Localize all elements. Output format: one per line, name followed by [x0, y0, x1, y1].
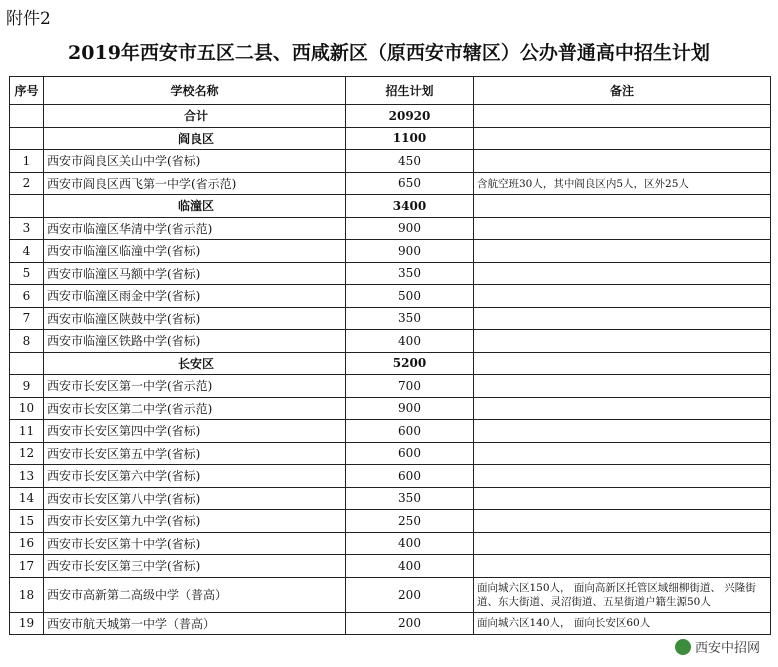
- school-name: 西安市阎良区关山中学(省标): [44, 150, 346, 173]
- school-note: [474, 330, 771, 353]
- school-row: [10, 172, 771, 195]
- school-plan: 500: [346, 285, 474, 308]
- school-note: [474, 555, 771, 578]
- school-no: 5: [10, 262, 44, 285]
- school-no: 15: [10, 510, 44, 533]
- wechat-icon: [675, 639, 691, 655]
- school-plan: 350: [346, 487, 474, 510]
- school-name: 西安市长安区第六中学(省标): [44, 465, 346, 488]
- school-note: [474, 217, 771, 240]
- school-no: 12: [10, 442, 44, 465]
- school-no: 4: [10, 240, 44, 263]
- school-plan: 350: [346, 262, 474, 285]
- total-plan: 20920: [346, 105, 474, 128]
- school-no: 3: [10, 217, 44, 240]
- school-note: [474, 532, 771, 555]
- district-plan: 3400: [346, 195, 474, 218]
- school-row: [10, 612, 771, 635]
- school-plan: 700: [346, 375, 474, 398]
- watermark: [671, 636, 764, 657]
- school-no: 6: [10, 285, 44, 308]
- school-row: [10, 330, 771, 353]
- school-plan: 200: [346, 577, 474, 612]
- school-row: [10, 420, 771, 443]
- district-row: [10, 195, 771, 218]
- district-name: 长安区: [44, 352, 346, 375]
- header-school: 学校名称: [44, 77, 346, 105]
- school-no: 9: [10, 375, 44, 398]
- school-no: 8: [10, 330, 44, 353]
- school-name: 西安市高新第二高级中学（普高）: [44, 577, 346, 612]
- school-name: 西安市长安区第十中学(省标): [44, 532, 346, 555]
- school-row: [10, 397, 771, 420]
- school-note: [474, 240, 771, 263]
- school-no: 14: [10, 487, 44, 510]
- header-no: 序号: [10, 77, 44, 105]
- school-note: [474, 442, 771, 465]
- school-name: 西安市临潼区雨金中学(省标): [44, 285, 346, 308]
- school-plan: 350: [346, 307, 474, 330]
- school-name: 西安市临潼区陕鼓中学(省标): [44, 307, 346, 330]
- school-plan: 400: [346, 330, 474, 353]
- district-plan: 5200: [346, 352, 474, 375]
- district-name: 临潼区: [44, 195, 346, 218]
- school-row: [10, 217, 771, 240]
- school-name: 西安市临潼区马额中学(省标): [44, 262, 346, 285]
- school-name: 西安市长安区第五中学(省标): [44, 442, 346, 465]
- school-plan: 250: [346, 510, 474, 533]
- school-note: [474, 487, 771, 510]
- school-name: 西安市长安区第九中学(省标): [44, 510, 346, 533]
- school-note: [474, 285, 771, 308]
- school-row: [10, 510, 771, 533]
- school-row: [10, 577, 771, 612]
- total-note: [474, 105, 771, 128]
- school-plan: 900: [346, 217, 474, 240]
- school-row: [10, 555, 771, 578]
- school-note: [474, 262, 771, 285]
- school-no: 2: [10, 172, 44, 195]
- school-row: [10, 307, 771, 330]
- school-plan: 600: [346, 465, 474, 488]
- school-row: [10, 262, 771, 285]
- school-no: 11: [10, 420, 44, 443]
- school-no: 10: [10, 397, 44, 420]
- district-no: [10, 195, 44, 218]
- school-note: 面向城六区140人， 面向长安区60人: [474, 612, 771, 635]
- district-plan: 1100: [346, 127, 474, 150]
- school-note: [474, 465, 771, 488]
- school-note: [474, 510, 771, 533]
- school-plan: 200: [346, 612, 474, 635]
- district-note: [474, 127, 771, 150]
- school-plan: 400: [346, 555, 474, 578]
- school-no: 7: [10, 307, 44, 330]
- header-plan: 招生计划: [346, 77, 474, 105]
- school-plan: 650: [346, 172, 474, 195]
- school-name: 西安市长安区第八中学(省标): [44, 487, 346, 510]
- school-name: 西安市长安区第二中学(省示范): [44, 397, 346, 420]
- total-label: 合计: [44, 105, 346, 128]
- school-no: 18: [10, 577, 44, 612]
- school-row: [10, 487, 771, 510]
- total-no: [10, 105, 44, 128]
- school-name: 西安市临潼区临潼中学(省标): [44, 240, 346, 263]
- table-body: [10, 105, 771, 635]
- school-name: 西安市航天城第一中学（普高）: [44, 612, 346, 635]
- school-plan: 600: [346, 420, 474, 443]
- school-no: 17: [10, 555, 44, 578]
- school-note: [474, 375, 771, 398]
- school-plan: 400: [346, 532, 474, 555]
- school-note: 含航空班30人，其中阎良区内5人，区外25人: [474, 172, 771, 195]
- school-note: [474, 150, 771, 173]
- school-note: [474, 307, 771, 330]
- school-name: 西安市临潼区华清中学(省示范): [44, 217, 346, 240]
- district-name: 阎良区: [44, 127, 346, 150]
- school-plan: 900: [346, 240, 474, 263]
- school-row: [10, 442, 771, 465]
- school-note: 面向城六区150人， 面向高新区托管区域细柳街道、 兴隆街道、东大街道、灵沼街道、五星街道户籍生源50人: [474, 577, 771, 612]
- attachment-label: 附件2: [6, 9, 51, 29]
- school-no: 13: [10, 465, 44, 488]
- school-row: [10, 285, 771, 308]
- district-no: [10, 352, 44, 375]
- district-note: [474, 195, 771, 218]
- school-row: [10, 465, 771, 488]
- school-row: [10, 240, 771, 263]
- header-note: 备注: [474, 77, 771, 105]
- school-row: [10, 532, 771, 555]
- school-row: [10, 150, 771, 173]
- district-note: [474, 352, 771, 375]
- school-name: 西安市临潼区铁路中学(省标): [44, 330, 346, 353]
- district-row: [10, 127, 771, 150]
- school-no: 19: [10, 612, 44, 635]
- total-row: [10, 105, 771, 128]
- school-name: 西安市长安区第一中学(省示范): [44, 375, 346, 398]
- school-note: [474, 397, 771, 420]
- school-note: [474, 420, 771, 443]
- school-name: 西安市阎良区西飞第一中学(省示范): [44, 172, 346, 195]
- table-header-row: [10, 77, 771, 105]
- enrollment-table: [9, 76, 771, 635]
- school-name: 西安市长安区第三中学(省标): [44, 555, 346, 578]
- page-title: 2019年西安市五区二县、西咸新区（原西安市辖区）公办普通高中招生计划: [68, 42, 710, 64]
- school-no: 1: [10, 150, 44, 173]
- school-no: 16: [10, 532, 44, 555]
- school-row: [10, 375, 771, 398]
- school-name: 西安市长安区第四中学(省标): [44, 420, 346, 443]
- watermark-text: 西安中招网: [694, 641, 760, 656]
- district-row: [10, 352, 771, 375]
- district-no: [10, 127, 44, 150]
- school-plan: 450: [346, 150, 474, 173]
- school-plan: 600: [346, 442, 474, 465]
- school-plan: 900: [346, 397, 474, 420]
